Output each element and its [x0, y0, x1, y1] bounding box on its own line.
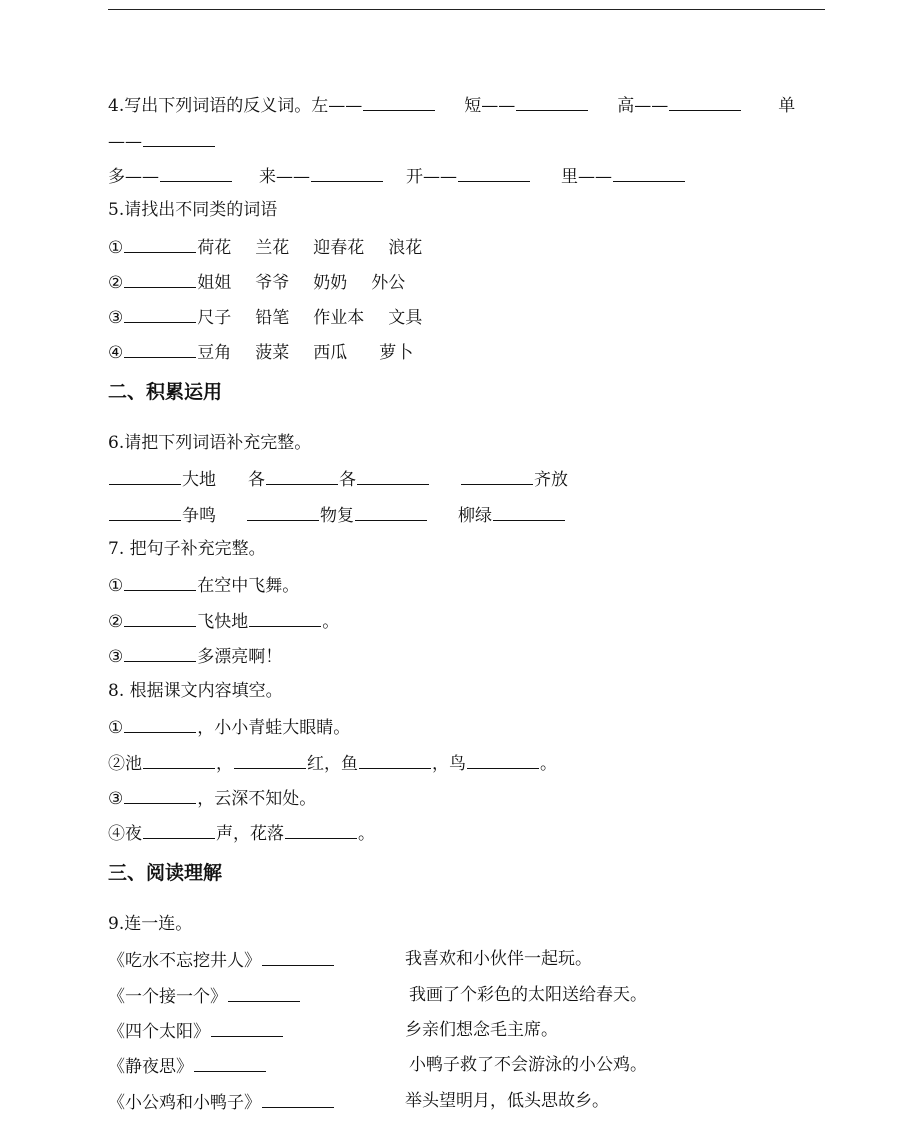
q8-item [108, 716, 350, 738]
answer-blank[interactable] [262, 1091, 334, 1108]
q4-line2 [108, 165, 686, 187]
q4-word: 高—— [617, 96, 669, 116]
answer-blank[interactable] [458, 165, 530, 182]
q5-word: 菠菜 [255, 343, 290, 363]
answer-blank[interactable] [363, 94, 435, 111]
q4-prompt: 4.写出下列词语的反义词。 [108, 96, 312, 116]
q6-word: 大地 [182, 470, 216, 490]
section-heading: 三、阅读理解 [108, 862, 223, 884]
q5-word: 文具 [388, 308, 423, 328]
q5-word: 作业本 [313, 308, 365, 328]
q9-right-item: 我画了个彩色的太阳送给春天。 [409, 985, 647, 1005]
answer-blank[interactable] [262, 949, 334, 966]
answer-blank[interactable] [247, 504, 319, 521]
q4-word: 开—— [406, 167, 457, 187]
q9-right-item: 小鸭子救了不会游泳的小公鸡。 [409, 1055, 647, 1075]
q7-text: 多漂亮啊！ [197, 647, 283, 667]
item-number: ① [108, 718, 124, 738]
answer-blank[interactable] [160, 165, 232, 182]
q9-right-item: 我喜欢和小伙伴一起玩。 [405, 949, 592, 969]
answer-blank[interactable] [249, 610, 321, 627]
q9-right-item: 乡亲们想念毛主席。 [405, 1020, 558, 1040]
title-text: 《吃水不忘挖井人》 [108, 951, 261, 971]
q5-word: 外公 [371, 273, 406, 293]
q9-left-item [108, 949, 335, 971]
q5-word: 兰花 [255, 238, 290, 258]
answer-blank[interactable] [266, 468, 338, 485]
q5-word: 爷爷 [255, 273, 290, 293]
q4-word: 单 [778, 96, 796, 116]
q8-text: ②池 [108, 754, 142, 774]
q4-line1 [108, 94, 795, 116]
q9-left-item [108, 1020, 284, 1042]
q5-item [108, 306, 422, 328]
answer-blank[interactable] [109, 468, 181, 485]
q5-item [108, 341, 413, 363]
answer-blank[interactable] [234, 752, 306, 769]
q7-item [108, 645, 282, 667]
q7-text: 。 [322, 612, 340, 632]
item-number: ② [108, 273, 124, 293]
item-number: ③ [108, 789, 124, 809]
q8-text: ， [216, 754, 233, 774]
q8-item [108, 787, 316, 809]
answer-blank[interactable] [516, 94, 588, 111]
q8-text: 。 [540, 754, 557, 774]
q5-prompt: 5.请找出不同类的词语 [108, 200, 278, 220]
q5-word: 铅笔 [255, 308, 290, 328]
q4-line1-cont [108, 130, 216, 152]
q8-text: ，小小青蛙大眼睛。 [197, 718, 351, 738]
q4-word: 里—— [561, 167, 612, 187]
q5-word: 迎春花 [313, 238, 365, 258]
q6-row [108, 468, 568, 490]
q5-word: 荷花 [197, 238, 232, 258]
q6-word: 物复 [320, 506, 354, 526]
q6-word: 各 [339, 470, 356, 490]
q7-text: 在空中飞舞。 [197, 576, 300, 596]
q8-text: 红，鱼 [307, 754, 358, 774]
q7-text: 飞快地 [197, 612, 249, 632]
answer-blank[interactable] [124, 610, 196, 627]
answer-blank[interactable] [211, 1020, 283, 1037]
answer-blank[interactable] [143, 752, 215, 769]
q4-word: 短—— [464, 96, 516, 116]
q9-right-item: 举头望明月，低头思故乡。 [405, 1091, 609, 1111]
answer-blank[interactable] [124, 341, 196, 358]
q7-prompt: 7. 把句子补充完整。 [108, 539, 266, 559]
answer-blank[interactable] [311, 165, 383, 182]
answer-blank[interactable] [613, 165, 685, 182]
title-text: 《四个太阳》 [108, 1022, 210, 1042]
answer-blank[interactable] [285, 822, 357, 839]
answer-blank[interactable] [669, 94, 741, 111]
q5-word: 奶奶 [313, 273, 348, 293]
title-text: 《静夜思》 [108, 1057, 193, 1077]
answer-blank[interactable] [124, 716, 196, 733]
answer-blank[interactable] [124, 236, 196, 253]
q4-word: 多—— [108, 167, 159, 187]
q9-left-item [108, 1091, 335, 1113]
item-number: ① [108, 576, 124, 596]
q9-prompt: 9.连一连。 [108, 914, 193, 934]
q4-word: 左—— [311, 96, 363, 116]
answer-blank[interactable] [124, 574, 196, 591]
answer-blank[interactable] [143, 822, 215, 839]
answer-blank[interactable] [493, 504, 565, 521]
answer-blank[interactable] [461, 468, 533, 485]
answer-blank[interactable] [124, 271, 196, 288]
item-number: ② [108, 612, 124, 632]
q8-text: ④夜 [108, 824, 142, 844]
q5-word: 豆角 [197, 343, 232, 363]
answer-blank[interactable] [143, 130, 215, 147]
q5-item [108, 236, 422, 258]
q6-word: 齐放 [534, 470, 568, 490]
q8-item [108, 752, 557, 774]
q8-prompt: 8. 根据课文内容填空。 [108, 681, 283, 701]
item-number: ③ [108, 647, 124, 667]
q6-word: 各 [248, 470, 265, 490]
answer-blank[interactable] [124, 787, 196, 804]
q6-word: 争鸣 [182, 506, 216, 526]
q7-item [108, 574, 299, 596]
q8-text: 。 [358, 824, 375, 844]
q8-text: 声，花落 [216, 824, 284, 844]
q8-item [108, 822, 375, 844]
section-heading: 二、积累运用 [108, 381, 223, 403]
q9-left-item [108, 985, 301, 1007]
answer-blank[interactable] [355, 504, 427, 521]
q5-word: 西瓜 [313, 343, 348, 363]
title-text: 《一个接一个》 [108, 987, 227, 1007]
q5-word: 浪花 [388, 238, 423, 258]
q6-row [108, 504, 566, 526]
item-number: ③ [108, 308, 124, 328]
top-rule [108, 9, 825, 10]
answer-blank[interactable] [357, 468, 429, 485]
q6-word: 柳绿 [458, 506, 492, 526]
answer-blank[interactable] [228, 985, 300, 1002]
q5-word: 尺子 [197, 308, 232, 328]
q9-left-item [108, 1055, 267, 1077]
q7-item [108, 610, 339, 632]
q4-word: 来—— [259, 167, 310, 187]
answer-blank[interactable] [194, 1055, 266, 1072]
title-text: 《小公鸡和小鸭子》 [108, 1093, 261, 1113]
answer-blank[interactable] [124, 306, 196, 323]
q8-text: ，鸟 [432, 754, 466, 774]
answer-blank[interactable] [359, 752, 431, 769]
q5-word: 姐姐 [197, 273, 232, 293]
q4-dash: —— [108, 132, 142, 152]
q5-word: 萝卜 [379, 343, 414, 363]
item-number: ① [108, 238, 124, 258]
q8-text: ，云深不知处。 [197, 789, 317, 809]
item-number: ④ [108, 343, 124, 363]
answer-blank[interactable] [467, 752, 539, 769]
answer-blank[interactable] [109, 504, 181, 521]
q5-item [108, 271, 405, 293]
q6-prompt: 6.请把下列词语补充完整。 [108, 433, 312, 453]
answer-blank[interactable] [124, 645, 196, 662]
